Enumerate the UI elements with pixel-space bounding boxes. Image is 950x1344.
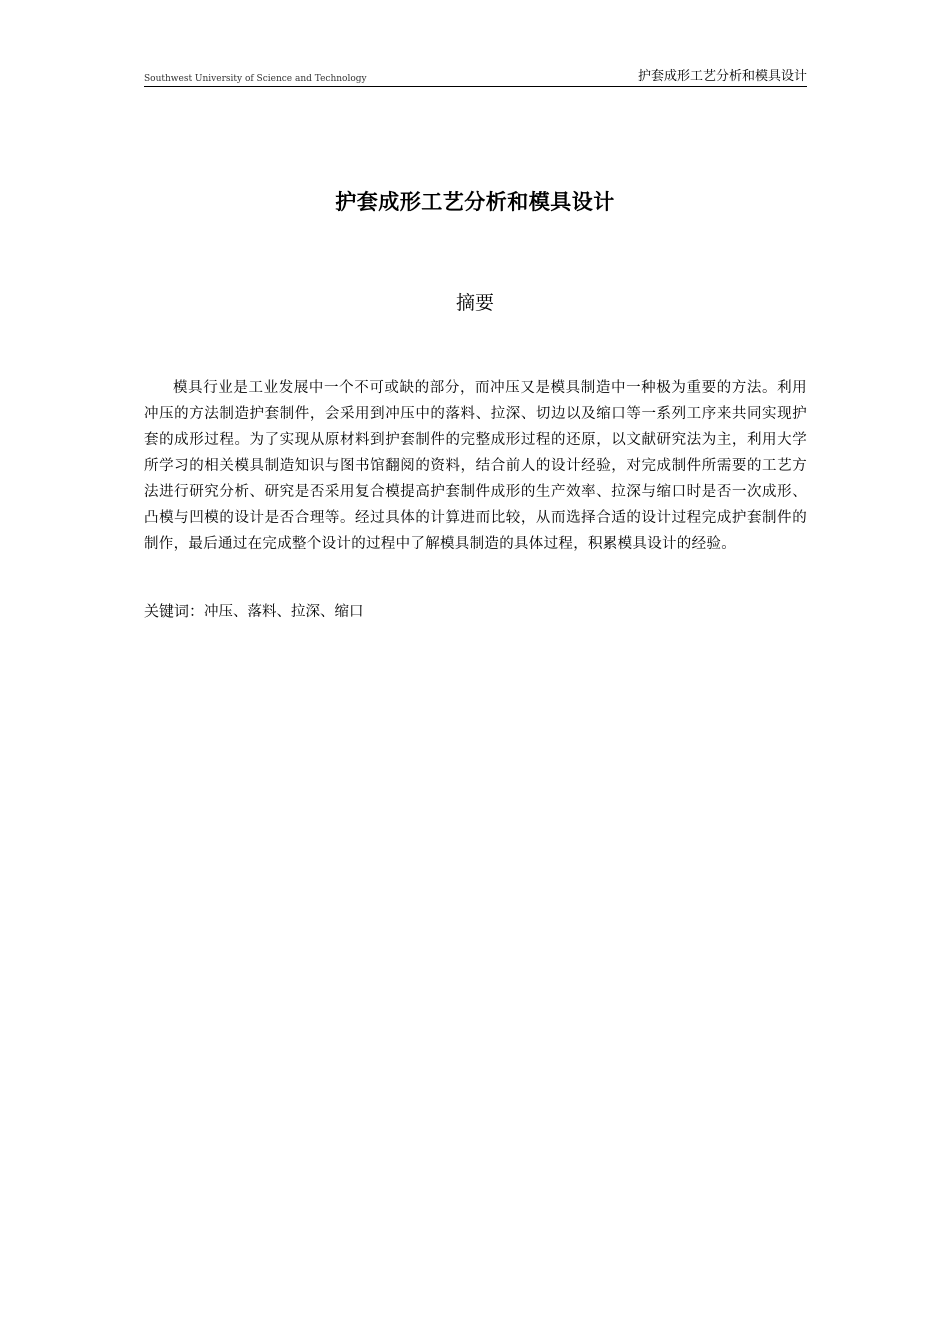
abstract-body: 模具行业是工业发展中一个不可或缺的部分，而冲压又是模具制造中一种极为重要的方法。利用冲压的方法制造护套制件，会采用到冲压中的落料、拉深、切边以及缩口等一系列工序来共同实现护套的成形过程。为了实现从原材料到护套制件的完整成形过程的还原，以文献研究法为主，利用大学所学习的相关模具制造知识与图书馆翻阅的资料，结合前人的设计经验，对完成制件所需要的工艺方法进行研究分析、研究是否采用复合模提高护套制件成形的生产效率、拉深与缩口时是否一次成形、凸模与凹模的设计是否合理等。经过具体的计算进而比较，从而选择合适的设计过程完成护套制件的制作，最后通过在完成整个设计的过程中了解模具制造的具体过程，积累模具设计的经验。	[144, 380, 807, 552]
page-header	[144, 66, 807, 87]
keywords-text: 冲压、落料、拉深、缩口	[204, 604, 364, 620]
keywords-line	[144, 600, 807, 623]
header-university-name: Southwest University of Science and Technology	[144, 74, 367, 84]
keywords-label: 关键词：	[144, 602, 205, 620]
document-title: 护套成形工艺分析和模具设计	[335, 190, 615, 214]
abstract-heading: 摘要	[455, 292, 494, 314]
header-thesis-title: 护套成形工艺分析和模具设计	[637, 69, 807, 84]
